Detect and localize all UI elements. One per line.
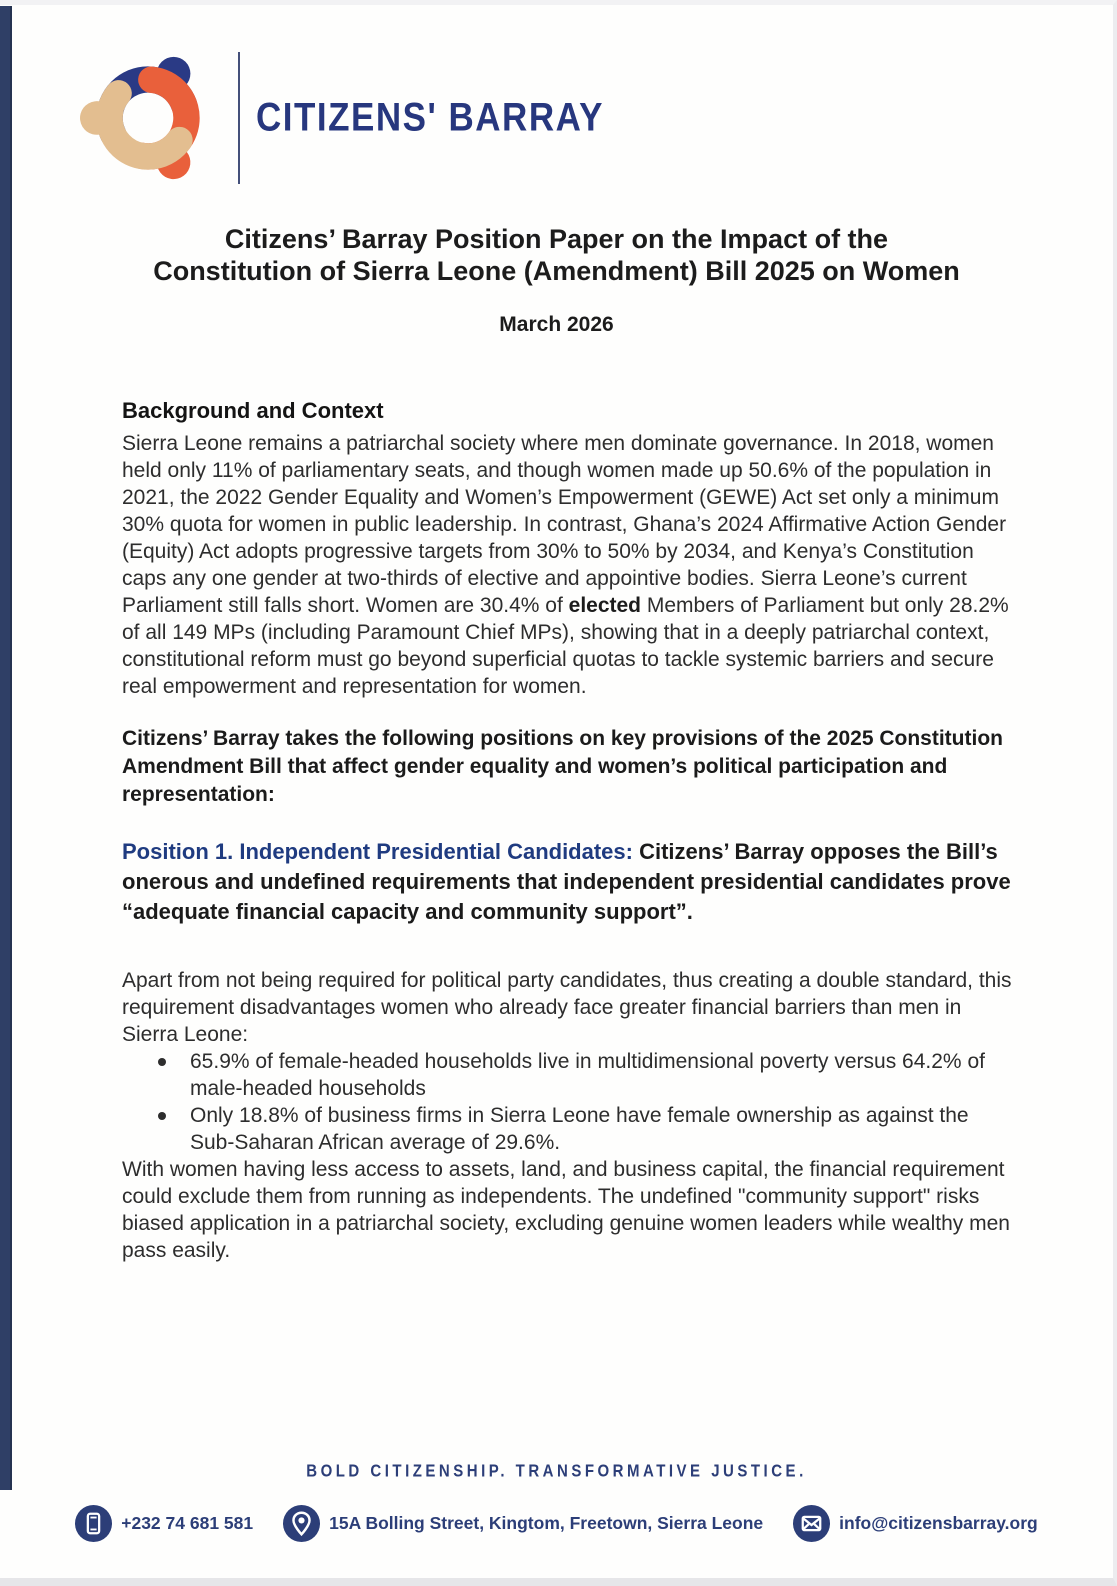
position1-closing-paragraph: With women having less access to assets, land, and business capital, the financial requirement could exclude them from running as independents. The undefined "community support" risks biased application in a patriarchal society, excluding genuine women leaders while wealthy men pass easily.: [122, 1158, 1010, 1262]
background-bold-word: elected: [568, 594, 642, 617]
contact-email-text: info@citizensbarray.org: [839, 1513, 1038, 1533]
background-text-part2: Members of Parliament but only 28.2% of all 149 MPs (including Paramount Chief MPs), showing that in a deeply patriarchal context, constitutional reform must go beyond superficial quotas to tackle systemic barriers and secure real empowerment and representation for women.: [122, 594, 1009, 698]
contact-email: [793, 1505, 1038, 1542]
positions-intro-paragraph: Citizens’ Barray takes the following positions on key provisions of the 2025 Constitution Amendment Bill that affect gender equality and women’s political participation and representation:: [122, 727, 1003, 806]
contact-address: [283, 1505, 763, 1542]
document-date: March 2026: [499, 313, 614, 336]
citizens-barray-logo-icon: [68, 39, 228, 197]
bullet-marker: [158, 1112, 166, 1120]
document-body: [122, 397, 1014, 1264]
position1-heading-paragraph: [122, 837, 1014, 927]
position1-paragraph: Apart from not being required for political party candidates, thus creating a double standard, this requirement disadvantages women who already face greater financial barriers than men in Sierra Leone:: [122, 969, 1012, 1046]
background-text-part1: Sierra Leone remains a patriarchal society where men dominate governance. In 2018, women held only 11% of parliamentary seats, and though women made up 50.6% of the population in 2021, the 2022 Gender Equality and Women’s Empowerment (GEWE) Act set only a minimum 30% quota for women in public leadership. In contrast, Ghana’s 2024 Affirmative Action Gender (Equity) Act adopts progressive targets from 30% to 50% by 2034, and Kenya’s Constitution caps any one gender at two-thirds of elective and appointive bodies. Sierra Leone’s current Parliament still falls short. Women are 30.4% of: [122, 432, 1007, 617]
bullet-item: [122, 1048, 1014, 1102]
bullet-text: 65.9% of female-headed households live in multidimensional poverty versus 64.2% of male-headed households: [190, 1050, 985, 1100]
background-paragraph: [122, 430, 1014, 700]
email-icon: [793, 1505, 830, 1542]
phone-icon: [75, 1505, 112, 1542]
logo-divider: [238, 52, 240, 184]
contact-address-text: 15A Bolling Street, Kingtom, Freetown, Sierra Leone: [329, 1513, 764, 1533]
document-title-line2: Constitution of Sierra Leone (Amendment) Bill 2025 on Women: [153, 256, 960, 286]
document-title-line1: Citizens’ Barray Position Paper on the Impact of the: [224, 224, 889, 254]
bullet-marker: [158, 1058, 166, 1066]
document-title: [0, 223, 1113, 287]
brand-wordmark: CITIZENS' BARRAY: [256, 95, 605, 140]
contact-phone-text: +232 74 681 581: [121, 1513, 254, 1533]
contact-phone: [75, 1505, 253, 1542]
bullet-text: Only 18.8% of business firms in Sierra Leone have female ownership as against the Sub-Saharan African average of 29.6%.: [190, 1104, 969, 1154]
position1-heading-rest: Citizens’ Barray opposes the Bill’s onerous and undefined requirements that independent presidential candidates prove “adequate financial capacity and community support”.: [122, 839, 1011, 924]
bullet-item: [122, 1102, 1014, 1156]
position1-heading: Position 1. Independent Presidential Candidates:: [122, 839, 633, 864]
location-icon: [283, 1505, 320, 1542]
position1-bullet-list: [122, 1048, 1014, 1156]
footer-contacts: [0, 1505, 1113, 1542]
section-heading-background: Background and Context: [122, 398, 384, 423]
brand-header: [68, 39, 604, 197]
footer-tagline: BOLD CITIZENSHIP. TRANSFORMATIVE JUSTICE.: [306, 1461, 807, 1482]
